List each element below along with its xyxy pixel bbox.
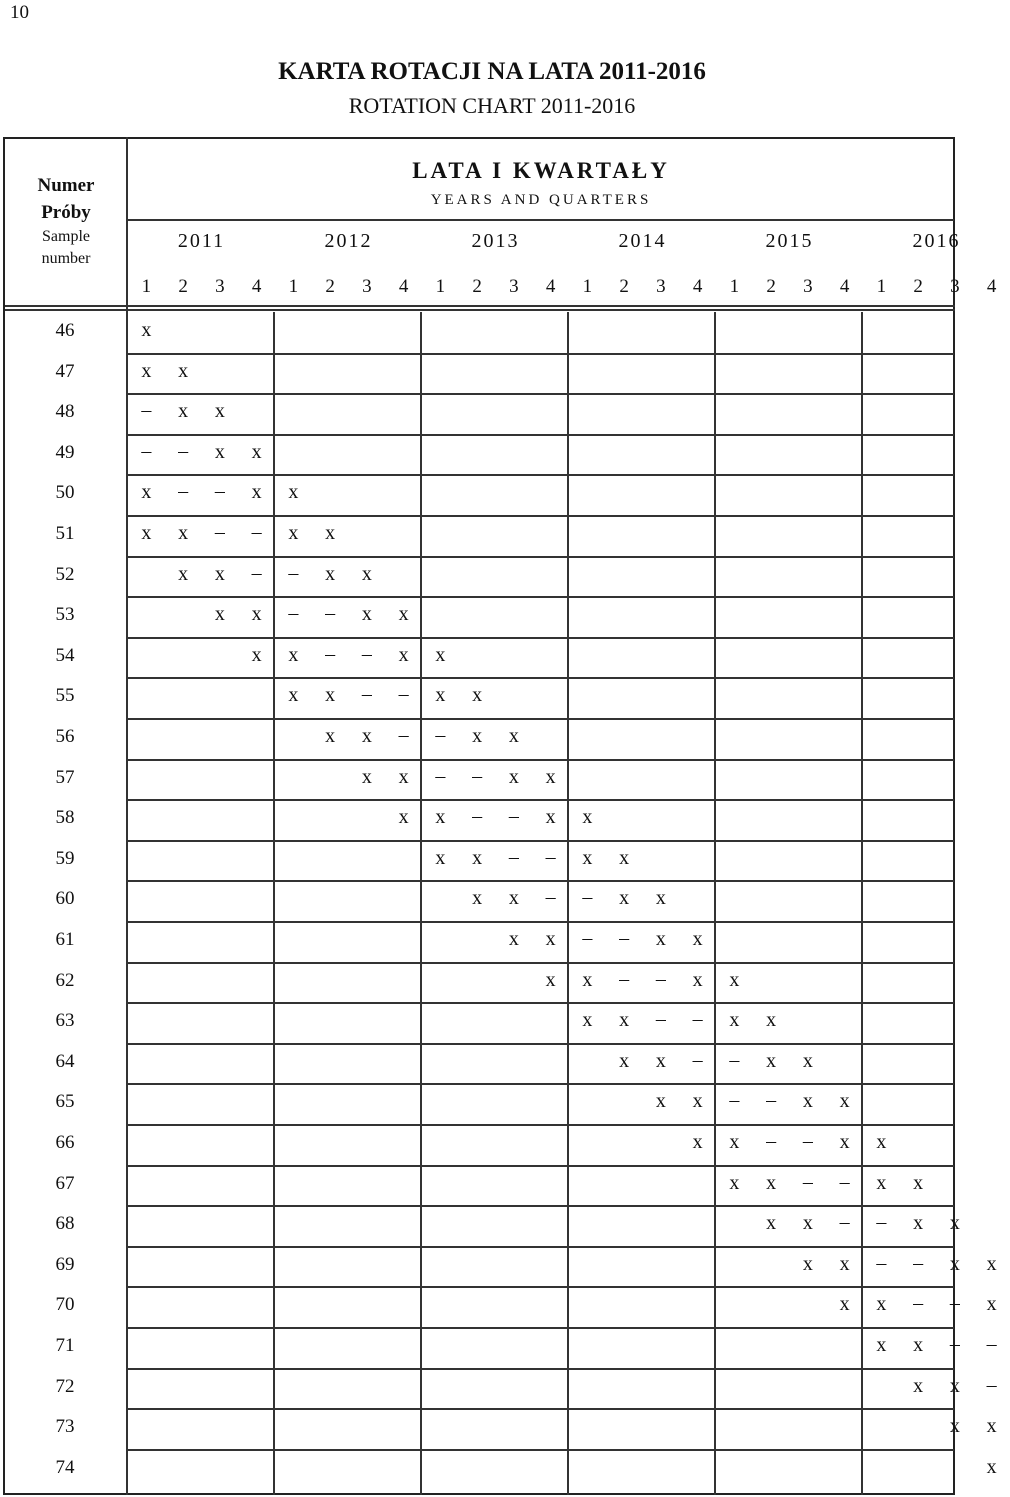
quarter-label: 3 — [215, 276, 225, 297]
survey-mark: x — [949, 1374, 960, 1397]
sample-number: 73 — [55, 1416, 75, 1438]
survey-mark: x — [802, 1252, 813, 1275]
survey-mark: x — [545, 928, 556, 950]
sample-number: 54 — [55, 644, 75, 666]
sample-number: 70 — [55, 1294, 75, 1316]
sample-number: 50 — [55, 482, 75, 504]
year-label-2012: 2012 — [324, 230, 373, 252]
survey-mark: x — [692, 968, 703, 991]
row-divider — [128, 1083, 954, 1085]
quarter-label: 2 — [913, 276, 923, 297]
sample-number: 51 — [55, 523, 75, 544]
row-divider — [128, 1408, 954, 1410]
survey-mark: x — [766, 1171, 777, 1194]
quarter-label: 1 — [582, 276, 593, 297]
gap-mark: – — [766, 1130, 777, 1152]
year-column-divider — [420, 312, 422, 1495]
survey-mark: x — [545, 806, 556, 829]
survey-mark: x — [545, 968, 556, 991]
survey-mark: x — [472, 846, 483, 869]
survey-mark: x — [545, 765, 556, 788]
row-divider — [128, 474, 954, 476]
sample-number: 68 — [55, 1213, 75, 1235]
quarter-label: 3 — [656, 276, 666, 297]
sample-number: 66 — [55, 1132, 75, 1153]
sample-number: 71 — [55, 1335, 75, 1356]
gap-mark: – — [435, 724, 446, 746]
survey-mark: x — [802, 1049, 813, 1072]
sample-label-en-1: Sample — [42, 228, 90, 245]
sample-label-en-2: number — [41, 250, 91, 267]
gap-mark: – — [876, 1251, 887, 1274]
sample-number: 59 — [55, 847, 75, 869]
survey-mark: x — [472, 684, 483, 707]
gap-mark: – — [655, 967, 666, 990]
survey-mark: x — [986, 1252, 997, 1275]
survey-mark: x — [178, 562, 189, 585]
gap-mark: – — [251, 561, 262, 584]
survey-mark: x — [655, 887, 666, 910]
gap-mark: – — [288, 561, 299, 584]
row-divider — [128, 596, 954, 598]
survey-mark: x — [876, 1171, 887, 1194]
gap-mark: – — [288, 602, 299, 625]
sample-number: 57 — [55, 766, 75, 788]
survey-mark: x — [508, 887, 519, 910]
row-divider — [128, 1327, 954, 1329]
quarter-label: 3 — [803, 276, 813, 297]
year-column-divider — [861, 312, 863, 1495]
survey-mark: x — [949, 1415, 960, 1438]
gap-mark: – — [655, 1008, 666, 1031]
row-divider — [128, 1002, 954, 1004]
gap-mark: – — [545, 845, 556, 868]
survey-mark: x — [692, 1131, 703, 1153]
survey-mark: x — [729, 968, 740, 991]
survey-mark: x — [325, 522, 336, 544]
survey-mark: x — [141, 319, 152, 341]
survey-mark: x — [361, 765, 372, 788]
survey-mark: x — [361, 603, 372, 626]
survey-mark: x — [508, 928, 519, 950]
survey-mark: x — [325, 684, 336, 707]
row-divider — [128, 1205, 954, 1207]
survey-mark: x — [876, 1334, 887, 1356]
gap-mark: – — [802, 1130, 813, 1152]
quarter-label: 3 — [950, 276, 960, 297]
quarter-label: 4 — [839, 276, 850, 297]
survey-mark: x — [141, 481, 152, 504]
row-divider — [128, 1165, 954, 1167]
sample-number: 61 — [55, 929, 75, 950]
gap-mark: – — [251, 521, 262, 543]
gap-mark: – — [839, 1211, 850, 1234]
gap-mark: – — [913, 1251, 924, 1274]
survey-mark: x — [582, 806, 593, 829]
survey-mark: x — [655, 928, 666, 950]
survey-mark: x — [398, 806, 409, 829]
survey-mark: x — [839, 1252, 850, 1275]
survey-mark: x — [435, 684, 446, 707]
gap-mark: – — [986, 1333, 997, 1355]
gap-mark: – — [508, 805, 519, 828]
year-label-2016: 2016 — [912, 230, 961, 252]
sample-number: 49 — [55, 441, 75, 463]
row-divider — [128, 434, 954, 436]
survey-mark: x — [178, 359, 189, 382]
gap-mark: – — [361, 642, 372, 665]
survey-mark: x — [214, 400, 225, 423]
survey-mark: x — [361, 725, 372, 747]
gap-mark: – — [141, 399, 152, 422]
sample-number: 67 — [55, 1172, 75, 1194]
header-bottom-line — [5, 309, 955, 311]
sample-number: 53 — [55, 604, 75, 626]
survey-mark: x — [766, 1212, 777, 1235]
quarter-label: 4 — [398, 276, 409, 297]
gap-mark: – — [508, 845, 519, 868]
sample-number: 58 — [55, 807, 75, 829]
survey-mark: x — [178, 522, 189, 544]
gap-mark: – — [178, 480, 189, 503]
quarter-label: 2 — [766, 276, 776, 297]
quarter-label: 1 — [876, 276, 887, 297]
sample-number: 64 — [55, 1050, 75, 1072]
quarter-label: 4 — [545, 276, 556, 297]
survey-mark: x — [398, 643, 409, 666]
quarter-label: 1 — [435, 276, 446, 297]
gap-mark: – — [435, 764, 446, 787]
gap-mark: – — [692, 1008, 703, 1031]
gap-mark: – — [325, 642, 336, 665]
page-title: KARTA ROTACJI NA LATA 2011-2016 — [278, 58, 706, 85]
gap-mark: – — [325, 602, 336, 625]
survey-mark: x — [802, 1090, 813, 1113]
survey-mark: x — [288, 522, 299, 544]
gap-mark: – — [949, 1292, 960, 1315]
header-bottom-line-2 — [5, 305, 955, 307]
row-divider — [128, 515, 954, 517]
survey-mark: x — [508, 765, 519, 788]
survey-mark: x — [655, 1090, 666, 1113]
row-divider — [128, 637, 954, 639]
survey-mark: x — [251, 481, 262, 504]
gap-mark: – — [802, 1170, 813, 1193]
survey-mark: x — [361, 562, 372, 585]
gap-mark: – — [619, 927, 630, 949]
gap-mark: – — [214, 480, 225, 503]
year-column-divider — [714, 312, 716, 1495]
sample-number: 48 — [55, 401, 75, 423]
survey-mark: x — [986, 1415, 997, 1438]
sample-number: 55 — [55, 685, 75, 707]
survey-mark: x — [949, 1212, 960, 1235]
quarter-label: 3 — [362, 276, 372, 297]
years-quarters-title: LATA I KWARTAŁY — [412, 158, 670, 183]
survey-mark: x — [619, 887, 630, 910]
gap-mark: – — [949, 1333, 960, 1355]
gap-mark: – — [141, 439, 152, 462]
survey-mark: x — [619, 1049, 630, 1072]
survey-mark: x — [214, 562, 225, 585]
gap-mark: – — [839, 1170, 850, 1193]
row-divider — [128, 962, 954, 964]
survey-mark: x — [729, 1009, 740, 1032]
quarter-label: 2 — [325, 276, 335, 297]
quarter-label: 4 — [986, 276, 997, 297]
survey-mark: x — [472, 725, 483, 747]
survey-mark: x — [913, 1171, 924, 1194]
quarter-label: 2 — [472, 276, 482, 297]
survey-mark: x — [141, 359, 152, 382]
sample-number: 63 — [55, 1010, 75, 1032]
survey-mark: x — [766, 1049, 777, 1072]
row-divider — [128, 1246, 954, 1248]
gap-mark: – — [398, 724, 409, 746]
survey-mark: x — [178, 400, 189, 423]
survey-mark: x — [508, 725, 519, 747]
quarter-label: 1 — [141, 276, 152, 297]
survey-mark: x — [729, 1131, 740, 1153]
row-divider — [128, 1043, 954, 1045]
gap-mark: – — [582, 927, 593, 949]
row-divider — [128, 799, 954, 801]
years-title-divider — [128, 219, 954, 221]
survey-mark: x — [288, 481, 299, 504]
survey-mark: x — [986, 1293, 997, 1316]
gap-mark: – — [692, 1048, 703, 1071]
survey-mark: x — [141, 522, 152, 544]
gap-mark: – — [361, 683, 372, 706]
sample-number: 74 — [55, 1456, 75, 1478]
survey-mark: x — [839, 1293, 850, 1316]
sample-number: 69 — [55, 1253, 75, 1275]
survey-mark: x — [251, 603, 262, 626]
row-divider — [128, 1449, 954, 1451]
survey-mark: x — [435, 643, 446, 666]
survey-mark: x — [288, 643, 299, 666]
quarter-label: 3 — [509, 276, 519, 297]
survey-mark: x — [876, 1131, 887, 1153]
survey-mark: x — [214, 440, 225, 463]
row-divider — [128, 718, 954, 720]
quarter-label: 2 — [178, 276, 188, 297]
gap-mark: – — [472, 805, 483, 828]
gap-mark: – — [729, 1089, 740, 1112]
row-divider — [128, 353, 954, 355]
survey-mark: x — [398, 765, 409, 788]
survey-mark: x — [582, 1009, 593, 1032]
quarter-label: 4 — [251, 276, 262, 297]
survey-mark: x — [766, 1009, 777, 1032]
survey-mark: x — [949, 1252, 960, 1275]
quarter-label: 4 — [692, 276, 703, 297]
row-divider — [128, 556, 954, 558]
sample-number: 72 — [55, 1375, 75, 1397]
sample-label-pl-1: Numer — [37, 175, 95, 196]
sample-number: 56 — [55, 726, 75, 747]
gap-mark: – — [766, 1089, 777, 1112]
survey-mark: x — [251, 643, 262, 666]
year-label-2014: 2014 — [618, 230, 667, 252]
survey-mark: x — [986, 1455, 997, 1478]
survey-mark: x — [398, 603, 409, 626]
sample-number: 60 — [55, 888, 75, 910]
row-divider — [128, 677, 954, 679]
quarter-label: 1 — [288, 276, 299, 297]
years-quarters-subtitle: YEARS AND QUARTERS — [430, 192, 652, 208]
survey-mark: x — [913, 1334, 924, 1356]
gap-mark: – — [582, 886, 593, 909]
survey-mark: x — [839, 1090, 850, 1113]
gap-mark: – — [398, 683, 409, 706]
quarter-label: 2 — [619, 276, 629, 297]
row-divider — [128, 1368, 954, 1370]
survey-mark: x — [214, 603, 225, 626]
survey-mark: x — [839, 1131, 850, 1153]
page-subtitle: ROTATION CHART 2011-2016 — [348, 93, 636, 118]
survey-mark: x — [876, 1293, 887, 1316]
sample-number: 52 — [55, 563, 75, 585]
survey-mark: x — [251, 440, 262, 463]
row-divider — [128, 1124, 954, 1126]
gap-mark: – — [986, 1373, 997, 1396]
survey-mark: x — [288, 684, 299, 707]
row-divider — [128, 880, 954, 882]
row-divider — [128, 840, 954, 842]
survey-mark: x — [435, 846, 446, 869]
survey-mark: x — [325, 725, 336, 747]
sample-number: 46 — [55, 320, 75, 341]
gap-mark: – — [619, 967, 630, 990]
year-label-2015: 2015 — [765, 230, 814, 252]
gap-mark: – — [472, 764, 483, 787]
survey-mark: x — [472, 887, 483, 910]
row-divider — [128, 921, 954, 923]
gap-mark: – — [876, 1211, 887, 1234]
gap-mark: – — [729, 1048, 740, 1071]
gap-mark: – — [214, 521, 225, 543]
sample-number: 47 — [55, 360, 75, 382]
survey-mark: x — [655, 1049, 666, 1072]
page-number: 10 — [10, 2, 29, 23]
quarter-label: 1 — [729, 276, 740, 297]
gap-mark: – — [545, 886, 556, 909]
sample-number: 62 — [55, 969, 75, 991]
gap-mark: – — [178, 439, 189, 462]
year-label-2013: 2013 — [471, 230, 520, 252]
sample-number: 65 — [55, 1091, 75, 1113]
sample-number-header — [8, 172, 124, 270]
survey-mark: x — [692, 928, 703, 950]
row-divider — [128, 759, 954, 761]
survey-mark: x — [692, 1090, 703, 1113]
survey-mark: x — [435, 806, 446, 829]
survey-mark: x — [619, 846, 630, 869]
survey-mark: x — [619, 1009, 630, 1032]
survey-mark: x — [582, 968, 593, 991]
survey-mark: x — [913, 1374, 924, 1397]
gap-mark: – — [913, 1292, 924, 1315]
survey-mark: x — [913, 1212, 924, 1235]
row-divider — [128, 1286, 954, 1288]
survey-mark: x — [802, 1212, 813, 1235]
sample-label-pl-2: Próby — [41, 202, 91, 223]
row-divider — [128, 393, 954, 395]
survey-mark: x — [729, 1171, 740, 1194]
year-label-2011: 2011 — [177, 230, 226, 252]
survey-mark: x — [325, 562, 336, 585]
survey-mark: x — [582, 846, 593, 869]
